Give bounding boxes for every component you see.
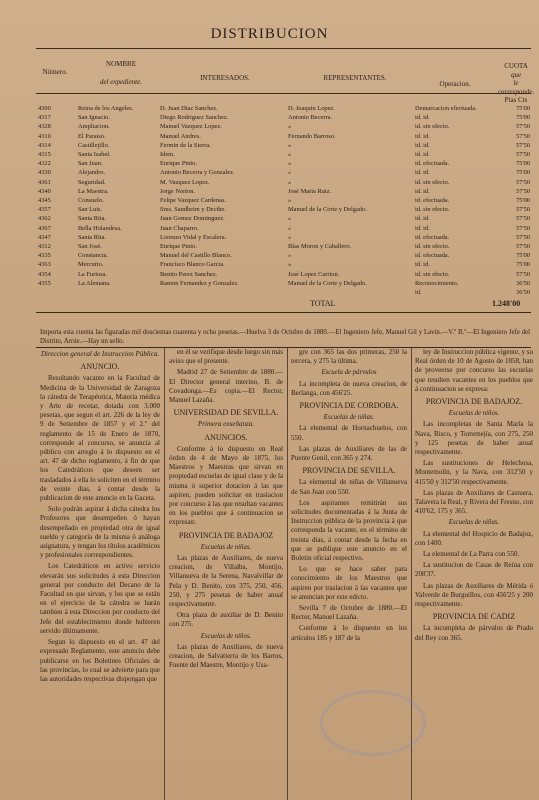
cell-op: id. efectuada. bbox=[415, 197, 450, 204]
cell-name: Castillejillo. bbox=[78, 141, 110, 149]
cell-num: 4357 bbox=[38, 206, 51, 214]
cell-amt: 57'50 bbox=[516, 270, 530, 278]
total-rule bbox=[36, 312, 531, 313]
cell-num: 4367 bbox=[38, 224, 51, 232]
cell-amt: 57'50 bbox=[516, 224, 530, 232]
cell-rep: » bbox=[288, 169, 292, 177]
table-row bbox=[0, 260, 539, 269]
cell-op: id. id. bbox=[415, 215, 430, 223]
paragraph: Las plazas de Auxiliares de Castuera, Talavera la Real, y Rivera del Fresno, con 410'62, 175 y 365. bbox=[415, 488, 533, 516]
cell-op: id. sin efecto. bbox=[415, 123, 450, 131]
cell-int: M. Vazquez Lopez. bbox=[160, 178, 210, 186]
cell-name: Santa Rita. bbox=[78, 233, 107, 241]
cell-rep: » bbox=[288, 197, 292, 204]
col-header-cuota: CUOTA bbox=[504, 62, 528, 70]
cell-rep: Manuel de la Corte y Delgado. bbox=[288, 206, 367, 214]
cell-rep: Blas Moron y Caballero. bbox=[288, 243, 352, 250]
paragraph: La elemental de niñas de Villanueva de San Juan con 550. bbox=[291, 478, 407, 496]
cell-amt: 75'00 bbox=[516, 169, 530, 177]
account-note: Importa esta cuenta las figuradas mil doscientas cuarenta y ocho pesetas.—Huelva 3 de Octubre de 1880.—El Ingeniero Jefe, Manuel Gil y Lavin.—V.º B.º—El Ingeniero Jefe del Distrito, Arrúe.—Hay un sello. bbox=[40, 329, 530, 345]
cell-op: Demarcacion efectuada. bbox=[415, 105, 477, 112]
paragraph: Segun lo dispuesto en el art. 47 del expresado Reglamento, este anuncio debe publicarse en los Boletines Oficiales de las provincias, lo cual se advierte para que las autoridades respectivas dispongan que bbox=[40, 638, 160, 683]
cell-int: Sres. Sandheim y Decthe. bbox=[160, 206, 226, 214]
total-label: TOTAL bbox=[310, 299, 336, 308]
table-row bbox=[0, 113, 539, 122]
cell-op: id. sin efecto. bbox=[415, 243, 450, 250]
cell-name: Consuelo. bbox=[78, 197, 104, 204]
column-divider bbox=[164, 348, 165, 800]
cell-rep: » bbox=[288, 252, 292, 260]
cell-name: San Luis. bbox=[78, 206, 103, 214]
paragraph: Las plazas de Auxiliares, de nueva creacion, de Villalba, Montijo, Villanueva de la Serena, Navalvillar de Pela y D. Benito, con 375, 250, 456, 250, y 275 pesetas de haber anual respectivamente. bbox=[169, 554, 283, 609]
cell-amt: 36'50 bbox=[516, 289, 530, 296]
school-type: Escuelas de niñas. bbox=[323, 414, 375, 422]
cell-rep: » bbox=[288, 160, 292, 168]
cell-op: id. sin efecto. bbox=[415, 206, 450, 214]
cell-op: id. id. bbox=[415, 114, 430, 122]
table-row bbox=[0, 279, 539, 288]
paragraph: La elemental del Hospicio de Badajoz, con 1400. bbox=[415, 529, 533, 547]
cell-amt: 36'50 bbox=[516, 279, 530, 287]
table-row bbox=[0, 187, 539, 196]
school-type: Escuelas de niños. bbox=[448, 410, 500, 418]
cell-amt: 57'50 bbox=[516, 243, 530, 250]
school-type: Escuelas de niños. bbox=[200, 632, 252, 640]
cell-name: San José. bbox=[78, 243, 102, 250]
cell-op: id. bbox=[415, 289, 422, 296]
cell-op: id. id. bbox=[415, 141, 430, 149]
school-type: Escuelas de niñas. bbox=[200, 543, 252, 551]
table-row bbox=[0, 233, 539, 242]
cell-rep: » bbox=[288, 141, 292, 149]
paragraph: Otra plaza de auxiliar de D. Benito con 275. bbox=[169, 611, 283, 629]
cell-num: 4340 bbox=[38, 187, 51, 195]
cell-op: id. efectuada. bbox=[415, 252, 450, 260]
province-heading: PROVINCIA DE BADAJOZ. bbox=[425, 397, 523, 407]
cell-op: id. id. bbox=[415, 261, 430, 269]
cell-int: Idem. bbox=[160, 151, 175, 158]
cell-num: 4315 bbox=[38, 151, 51, 158]
cell-int: Lorenzo Vidal y Escalera. bbox=[160, 233, 227, 241]
cell-int: Diego Rodriguez Sanchez. bbox=[160, 114, 229, 122]
cell-op: Reconocimiento. bbox=[415, 279, 459, 287]
signature: Madrid 27 de Setiembre de 1880.—El Director general interino, B. de Covadonga.—Es copia.—El Rector, Manuel Lazaña. bbox=[169, 368, 283, 405]
cell-rep: » bbox=[288, 151, 292, 158]
col-header-nombre-sub: del expediente. bbox=[100, 78, 142, 86]
announcement-title: ANUNCIO. bbox=[80, 362, 120, 372]
province-heading: PROVINCIA DE BADAJOZ bbox=[178, 530, 274, 540]
cell-name: La Alemana. bbox=[78, 279, 111, 287]
col-header-numero: Número. bbox=[42, 68, 68, 76]
cell-name: Mercurio. bbox=[78, 261, 104, 269]
cell-amt: 57'50 bbox=[516, 215, 530, 223]
cell-rep: D. Joaquin Lopez. bbox=[288, 105, 335, 112]
column-divider bbox=[287, 348, 288, 800]
paragraph: Las sustituciones de Helechosa, Montemolín, y la Nava, con 312'50 y 415'50 y 312'50 respectivamente. bbox=[415, 459, 533, 486]
col-header-representantes: REPRESENTANTES. bbox=[323, 74, 387, 82]
paragraph: gre con 365 las dos primeras, 250 la tercera, y 275 la última. bbox=[291, 348, 407, 366]
paragraph: Los aspirantes remitirán sus solicitudes documentadas á la Junta de Instruccion pública de la provincia á que corresponda la vacante, en el término de treinta dias, á contar desde la fecha en que se publique este anuncio en el Boletin oficial respectivo. bbox=[291, 498, 407, 563]
cell-rep: » bbox=[288, 123, 292, 131]
table-row bbox=[0, 141, 539, 150]
cell-name: Seguridad. bbox=[78, 178, 106, 186]
cell-rep: Fernando Barroso. bbox=[288, 132, 336, 140]
cell-amt: 57'50 bbox=[516, 206, 530, 214]
cell-amt: 75'00 bbox=[516, 261, 530, 269]
cell-op: id. id. bbox=[415, 224, 430, 232]
cell-amt: 75'00 bbox=[516, 252, 530, 260]
table-row bbox=[0, 122, 539, 131]
cell-rep: » bbox=[288, 261, 292, 269]
paragraph: ley de Instruccion pública vigente, y su Real órden de 10 de Agosto de 1858, han de proveerse por concurso las escuelas que resulten vacantes en los pueblos que á continuacion se expresa: bbox=[415, 348, 533, 393]
province-heading: PROVINCIA DE CORDOBA. bbox=[299, 401, 399, 411]
cell-name: San Juan. bbox=[78, 160, 103, 168]
cell-name: Constancia. bbox=[78, 252, 108, 260]
cell-int: Juan Gomez Dominguez. bbox=[160, 215, 225, 223]
cell-rep: José Lopez Carrion. bbox=[288, 270, 340, 278]
cell-amt: 57'50 bbox=[516, 187, 530, 195]
university-heading: UNIVERSIDAD DE SEVILLA. bbox=[173, 408, 279, 418]
cell-op: id. id. bbox=[415, 132, 430, 140]
total-amount: 1.248'00 bbox=[492, 299, 521, 308]
column-4 bbox=[415, 348, 533, 800]
cell-name: Ampliacion. bbox=[78, 123, 110, 131]
table-row bbox=[0, 196, 539, 205]
cell-name: La Maestra. bbox=[78, 187, 109, 195]
cell-op: id. id. bbox=[415, 187, 430, 195]
paragraph: La incompleta de párvulos de Prado del Rey con 365. bbox=[415, 624, 533, 642]
cell-op: id. id. bbox=[415, 151, 430, 158]
paragraph: Lo que se hace saber para conocimiento de los Maestros que aspiren por traslacion á las vacantes que se anuncian por este edicto. bbox=[291, 565, 407, 601]
cell-num: 4363 bbox=[38, 261, 51, 269]
column-1 bbox=[40, 348, 160, 800]
cell-int: Jorge Norton. bbox=[160, 187, 196, 195]
paragraph: Resultando vacante en la Facultad de Medicina de la Universidad de Zaragoza la cátedra de Terapéutica, Materia médica y Arte de recetar, dotada con 3.000 pesetas, que segun el art. 226 de la ley de 9 de Setiembre de 1857 y el 2.º del reglamento de 15 de Enero de 1870, corresponde al concurso, se anuncia al público con arreglo á lo dispuesto en el art. 47 de dicho reglamento, á fin de que los Catedráticos que deseen ser trasladados á ella lo soliciten en el término de veinte dias, á contar desde la publicacion de este anuncio en la Gaceta. bbox=[40, 374, 160, 503]
cell-int: Felipe Vazquez Cardenas. bbox=[160, 197, 227, 204]
section-heading: Primera enseñanza. bbox=[198, 420, 254, 429]
cell-name: El Paraiso. bbox=[78, 132, 106, 140]
cell-name: Santa Rita. bbox=[78, 215, 107, 223]
paragraph: La elemental de Hornachuelos, con 550. bbox=[291, 424, 407, 442]
cell-op: id. efectuada. bbox=[415, 160, 450, 168]
paragraph: Las plazas de Auxiliares de Mérida ó Valverde de Burguillos, con 456'25 y 200 respectivamente. bbox=[415, 581, 533, 609]
province-heading: PROVINCIA DE CADIZ bbox=[432, 612, 516, 622]
cell-num: 4355 bbox=[38, 279, 51, 287]
paragraph: en él se verifique desde luego sin más aviso que el presente. bbox=[169, 348, 283, 366]
table-row bbox=[0, 150, 539, 159]
cell-op: id. efectuada. bbox=[415, 233, 450, 241]
table-row bbox=[0, 159, 539, 168]
cell-rep: » bbox=[288, 224, 292, 232]
cell-num: 4328 bbox=[38, 123, 51, 131]
announcements-heading: ANUNCIOS. bbox=[204, 432, 248, 442]
section-title: DISTRIBUCION bbox=[210, 26, 329, 42]
cell-rep: José Maria Ruiz. bbox=[288, 187, 332, 195]
cell-int: Manuel del Castillo Blanco. bbox=[160, 252, 232, 260]
paragraph: La elemental de La Parra con 550. bbox=[423, 550, 520, 559]
paragraph: La incompleta de nueva creacion, de Berlanga, con 456'25. bbox=[291, 379, 407, 397]
col-header-cuota-sub2: le corresponde. bbox=[497, 79, 535, 96]
cell-name: Santa Isabel. bbox=[78, 151, 111, 158]
cell-amt: 57'50 bbox=[516, 151, 530, 158]
paragraph: Las plazas de Auxiliares, de nueva creacion, de Salvatierra de los Barros, Fuente del Maestre, Montijo y Usa- bbox=[169, 642, 283, 670]
cell-num: 4330 bbox=[38, 169, 51, 177]
cell-amt: 75'00 bbox=[516, 160, 530, 168]
cell-num: 4335 bbox=[38, 252, 51, 260]
column-heading: Direccion general de Instruccion Pública. bbox=[40, 350, 160, 358]
cell-rep: » bbox=[288, 178, 292, 186]
cell-int: Fermin de la Sierra. bbox=[160, 141, 211, 149]
table-row bbox=[0, 251, 539, 260]
cell-num: 4317 bbox=[38, 114, 51, 122]
table-row bbox=[0, 132, 539, 141]
cell-op: id. sin efecto. bbox=[415, 270, 450, 278]
paragraph: Conforme á lo dispuesto en Real órden de 4 de Mayo de 1875, los Maestros y Maestras que sirvan en propiedad escuelas de igual clase y de la misma ó superior dotacion á las que aspiren, pueden solicitar en traslacion por concurso á las que resultan vacantes en los pueblos que á continuacion se expresan: bbox=[169, 444, 283, 527]
paragraph: Las incompletas de Santa María la Nava, Risco, y Torremejía, con 275, 250 y 125 pesetas de haber anual respectivamente. bbox=[415, 420, 533, 457]
province-heading: PROVINCIA DE SEVILLA. bbox=[302, 466, 396, 476]
table-row bbox=[0, 242, 539, 251]
cell-amt: 57'50 bbox=[516, 132, 530, 140]
col-header-cuota-unit: Ptas Cts bbox=[504, 96, 528, 104]
cell-int: Antonio Becerra y Gonzalez. bbox=[160, 169, 235, 177]
cell-int: Benito Perez Sanchez. bbox=[160, 270, 218, 278]
table-row bbox=[0, 178, 539, 187]
cell-num: 4354 bbox=[38, 270, 51, 278]
cell-num: 4347 bbox=[38, 233, 51, 241]
school-type: Escuela de párvulos bbox=[321, 369, 377, 377]
table-row bbox=[0, 205, 539, 214]
cell-rep: » bbox=[288, 215, 292, 223]
cell-num: 4362 bbox=[38, 215, 51, 223]
cell-int: Enrique Pinto. bbox=[160, 160, 197, 168]
cell-int: Ramon Fernandez y Gonzalez. bbox=[160, 279, 239, 287]
paragraph: Conforme á lo dispuesto en los artículos 185 y 187 de la bbox=[291, 624, 407, 642]
cell-int: Enrique Pinto. bbox=[160, 243, 197, 250]
cell-num: 4322 bbox=[38, 160, 51, 168]
library-stamp bbox=[320, 690, 426, 756]
cell-amt: 75'00 bbox=[516, 197, 530, 204]
header-rule-bottom bbox=[36, 93, 531, 94]
col-header-nombre: NOMBRE bbox=[106, 60, 136, 68]
cell-num: 4361 bbox=[38, 178, 51, 186]
table-row bbox=[0, 270, 539, 279]
col-header-operacion: Operacion. bbox=[439, 80, 471, 88]
cell-name: Reina de los Angeles. bbox=[78, 105, 134, 112]
cell-rep: » bbox=[288, 233, 292, 241]
column-2 bbox=[169, 348, 283, 800]
cell-amt: 57'50 bbox=[516, 178, 530, 186]
cell-int: Francisco Blanco Garcia. bbox=[160, 261, 225, 269]
cell-int: Manuel Vazquez Lopez. bbox=[160, 123, 222, 131]
cell-op: id. sin efecto. bbox=[415, 178, 450, 186]
table-row bbox=[0, 214, 539, 223]
col-header-interesados: INTERESADOS. bbox=[200, 74, 250, 82]
cell-int: D. Juan Diaz Sanchez. bbox=[160, 105, 218, 112]
school-type: Escuelas de niñas. bbox=[448, 519, 500, 527]
cell-amt: 57'50 bbox=[516, 233, 530, 241]
cell-num: 4300 bbox=[38, 105, 51, 112]
cell-name: La Furiosa. bbox=[78, 270, 108, 278]
cell-num: 4312 bbox=[38, 243, 51, 250]
table-row bbox=[0, 104, 539, 113]
paragraph: Sevilla 7 de Octubre de 1880.—El Rector, Manuel Lazaña. bbox=[291, 604, 407, 622]
cell-op: id. id. bbox=[415, 169, 430, 177]
table-row bbox=[0, 288, 539, 297]
cell-name: Bella Holandesa. bbox=[78, 224, 122, 232]
col-header-cuota-sub1: que bbox=[510, 71, 522, 79]
paragraph: Los Catedráticos en activo servicio elevarán sus solicitudes á esta Direccion general por conducto del Decano de la Facultad en que sirvan, y los que se están en el ejercicio de la cátedra se harán tambien á esta Direccion por conducto del Jefe del establecimiento donde hubieren servido últimamente. bbox=[40, 562, 160, 635]
table-row bbox=[0, 224, 539, 233]
cell-name: San Ignacio. bbox=[78, 114, 110, 122]
cell-name: Alejandro. bbox=[78, 169, 106, 177]
cell-amt: 75'00 bbox=[516, 114, 530, 122]
cell-num: 4345 bbox=[38, 197, 51, 204]
cell-amt: 57'50 bbox=[516, 141, 530, 149]
paragraph: La sustitucion de Casas de Reina con 208'37. bbox=[415, 561, 533, 579]
header-rule-top bbox=[36, 48, 531, 49]
cell-amt: 57'50 bbox=[516, 123, 530, 131]
cell-num: 4314 bbox=[38, 141, 51, 149]
cell-rep: Antonio Becerra. bbox=[288, 114, 333, 122]
cell-rep: Manuel de la Corte y Delgado. bbox=[288, 279, 367, 287]
paragraph: Las plazas de Auxiliares de las de Puente Genil, con 365 y 274. bbox=[291, 444, 407, 463]
table-row bbox=[0, 168, 539, 177]
cell-int: Manuel Andres. bbox=[160, 132, 201, 140]
cell-num: 4310 bbox=[38, 132, 51, 140]
cell-int: Juan Chaparro. bbox=[160, 224, 199, 232]
cell-amt: 75'00 bbox=[516, 105, 530, 112]
paragraph: Solo podrán aspirar á dicha cátedra los Profesores que desempeñen ó hayan desempeñado en propiedad otra de igual sueldo y categoría de la misma ó análoga asignatura, y tengan los títulos académicos y profesionales correspondientes. bbox=[40, 505, 160, 560]
